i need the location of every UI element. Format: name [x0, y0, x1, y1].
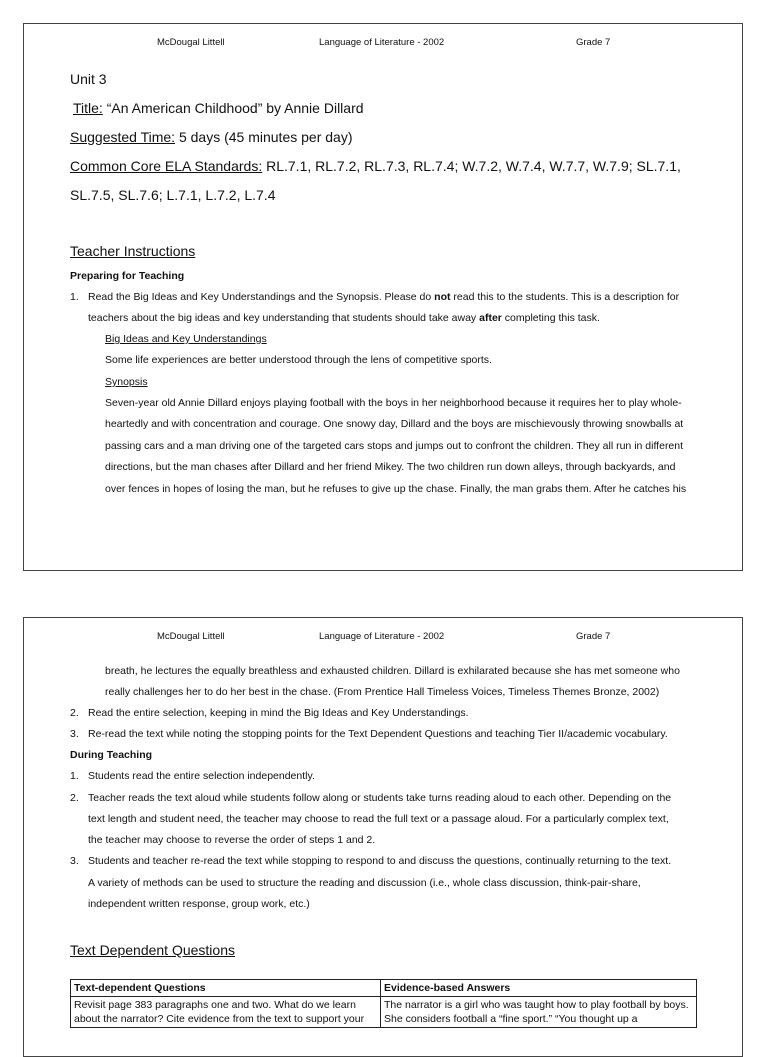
during-teaching-heading: During Teaching — [70, 749, 153, 761]
teacher-instructions-heading: Teacher Instructions — [70, 243, 196, 259]
big-ideas-text: Some life experiences are better understood through the lens of competitive sports. — [105, 354, 492, 366]
header-publisher: McDougal Littell — [157, 37, 225, 48]
during-item-2-line: Teacher reads the text aloud while students follow along or students take turns reading aloud to each other. Depending on the — [88, 792, 672, 804]
header-series: Language of Literature - 2002 — [319, 631, 445, 642]
synopsis-heading: Synopsis — [105, 376, 148, 388]
synopsis-line: Seven-year old Annie Dillard enjoys playing football with the boys in her neighborhood because it requires her to play whole- — [105, 397, 682, 409]
document-page-2 — [23, 617, 743, 1057]
header-publisher: McDougal Littell — [157, 631, 225, 642]
list-number: 2. — [70, 707, 79, 719]
prep-item-2: Read the entire selection, keeping in mind the Big Ideas and Key Understandings. — [88, 707, 469, 719]
header-series: Language of Literature - 2002 — [319, 37, 445, 48]
list-number: 1. — [70, 770, 79, 782]
synopsis-line: heartedly and with concentration and courage. One snowy day, Dillard and the boys are mischievously throwing snowballs at — [105, 418, 684, 430]
prep-item-3: Re-read the text while noting the stopping points for the Text Dependent Questions and teaching Tier II/academic vocabulary. — [88, 728, 668, 740]
preparing-heading: Preparing for Teaching — [70, 270, 185, 282]
table-row — [71, 997, 697, 1028]
suggested-time-value: 5 days (45 minutes per day) — [178, 129, 353, 145]
item1-bold-not: not — [434, 291, 451, 303]
list-number: 3. — [70, 728, 79, 740]
synopsis-line: passing cars and a man driving one of the targeted cars stops and jumps out to confront the children. They all run in different — [105, 440, 684, 452]
item1-line-1 — [88, 291, 679, 303]
suggested-time-line — [70, 129, 352, 145]
during-item-2-line: the teacher may choose to reverse the order of steps 1 and 2. — [88, 834, 376, 846]
title-value: “An American Childhood” by Annie Dillard — [106, 100, 364, 116]
questions-table — [70, 979, 697, 1028]
header-grade: Grade 7 — [576, 37, 611, 48]
answer-cell: The narrator is a girl who was taught how to play football by boys. She considers football a “fine sport.” “You thought up a — [381, 997, 697, 1028]
item1-text-d: completing this task. — [501, 312, 600, 324]
big-ideas-heading: Big Ideas and Key Understandings — [105, 333, 267, 345]
header-grade: Grade 7 — [576, 631, 611, 642]
item1-text-b: read this to the students. This is a description for — [450, 291, 680, 303]
list-number: 3. — [70, 855, 79, 867]
synopsis-line: over fences in hopes of losing the man, but he refuses to give up the chase. Finally, the man grabs them. After he catches his — [105, 483, 687, 495]
item1-line-2 — [88, 312, 600, 324]
during-item-3-line: A variety of methods can be used to structure the reading and discussion (i.e., whole class discussion, think-pair-share, — [88, 877, 641, 889]
standards-line-1 — [70, 158, 681, 174]
standards-label: Common Core ELA Standards: — [70, 158, 263, 174]
item1-bold-after: after — [479, 312, 502, 324]
synopsis-continued-line: really challenges her to do her best in the chase. (From Prentice Hall Timeless Voices, Timeless Themes Bronze, 2002) — [105, 686, 660, 698]
title-line — [70, 100, 364, 116]
question-cell: Revisit page 383 paragraphs one and two. What do we learn about the narrator? Cite evidence from the text to support your — [71, 997, 381, 1028]
item1-text-c: teachers about the big ideas and key understanding that students should take away — [88, 312, 480, 324]
item1-text-a: Read the Big Ideas and Key Understandings and the Synopsis. Please do — [88, 291, 435, 303]
standards-value-1: RL.7.1, RL.7.2, RL.7.3, RL.7.4; W.7.2, W.7.4, W.7.7, W.7.9; SL.7.1, — [266, 158, 681, 174]
synopsis-continued-line: breath, he lectures the equally breathless and exhausted children. Dillard is exhilarated because she has met someone who — [105, 665, 680, 677]
synopsis-line: directions, but the man chases after Dillard and her friend Mikey. The two children run down alleys, through backyards, and — [105, 461, 676, 473]
during-item-1: Students read the entire selection independently. — [88, 770, 315, 782]
column-header-answers: Evidence-based Answers — [381, 980, 697, 997]
list-number: 2. — [70, 792, 79, 804]
standards-line-2: SL.7.5, SL.7.6; L.7.1, L.7.2, L.7.4 — [70, 187, 276, 203]
during-item-3-line: independent written response, group work, etc.) — [88, 898, 310, 910]
during-item-2-line: text length and student need, the teacher may choose to read the full text or a passage aloud. For a particularly complex text, — [88, 813, 669, 825]
title-label: Title: — [73, 100, 103, 116]
during-item-3-line: Students and teacher re-read the text while stopping to respond to and discuss the questions, continually returning to the text. — [88, 855, 672, 867]
column-header-questions: Text-dependent Questions — [71, 980, 381, 997]
table-header-row — [71, 980, 697, 997]
document-page-1 — [23, 23, 743, 571]
text-dependent-questions-heading: Text Dependent Questions — [70, 942, 235, 958]
suggested-time-label: Suggested Time: — [70, 129, 176, 145]
list-number: 1. — [70, 291, 79, 303]
unit-label: Unit 3 — [70, 71, 107, 87]
